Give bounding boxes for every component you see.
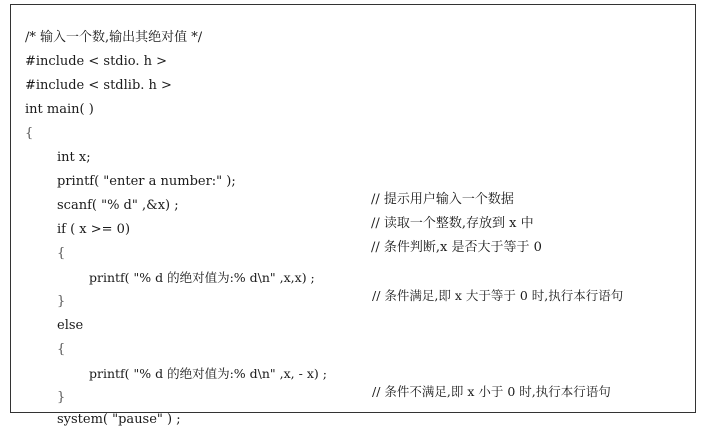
- code-text: printf( "% d 的绝对值为:% d\n" ,x, - x) ;: [89, 366, 327, 381]
- line-comment: // 提示用户输入一个数据: [371, 192, 514, 207]
- code-text: system( "pause" ) ;: [57, 412, 181, 427]
- code-text: if ( x >= 0): [57, 222, 131, 237]
- code-text: #include < stdio. h >: [25, 54, 168, 69]
- line-comment: // 读取一个整数,存放到 x 中: [371, 216, 534, 231]
- line-comment: // 条件满足,即 x 大于等于 0 时,执行本行语句: [372, 288, 624, 303]
- code-line: [11, 393, 181, 447]
- close-brace: }: [57, 390, 66, 405]
- code-text: int main( ): [25, 102, 94, 117]
- line-comment: // 条件判断,x 是否大于等于 0: [371, 240, 542, 255]
- header-comment: /* 输入一个数,输出其绝对值 */: [25, 30, 203, 45]
- code-text: scanf( "% d" ,&x) ;: [57, 198, 179, 213]
- open-brace: {: [57, 246, 66, 261]
- code-text: int x;: [57, 150, 91, 165]
- open-brace: {: [57, 342, 66, 357]
- line-comment: // 条件不满足,即 x 小于 0 时,执行本行语句: [372, 384, 611, 399]
- code-text: #include < stdlib. h >: [25, 78, 172, 93]
- code-text: printf( "% d 的绝对值为:% d\n" ,x,x) ;: [89, 270, 315, 285]
- close-brace: }: [57, 294, 66, 309]
- code-text: else: [57, 318, 84, 333]
- code-text: printf( "enter a number:" );: [57, 174, 236, 189]
- code-listing: [10, 4, 696, 427]
- open-brace: {: [25, 126, 34, 141]
